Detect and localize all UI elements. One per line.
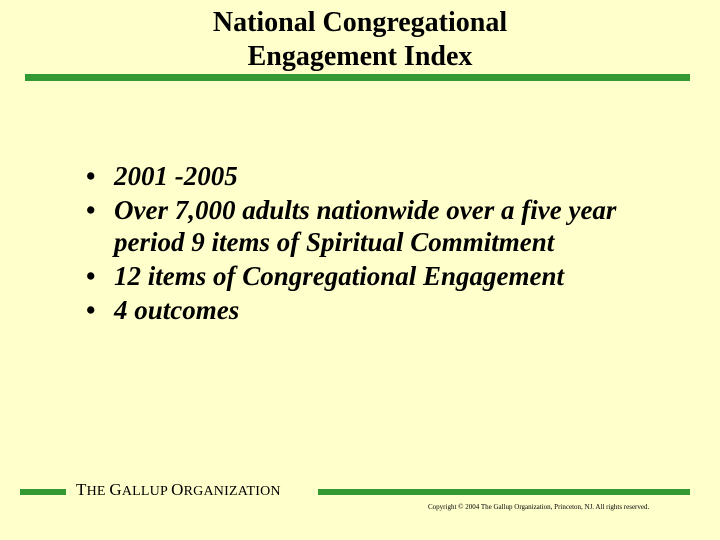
bullet-item bbox=[86, 160, 686, 192]
bullet-icon: • bbox=[86, 261, 96, 291]
footer-bar-left bbox=[20, 489, 66, 495]
title-divider bbox=[25, 74, 690, 81]
bullet-text: 12 items of Congregational Engagement bbox=[114, 261, 565, 291]
org-name-initial: T bbox=[76, 480, 87, 499]
bullet-icon: • bbox=[86, 161, 96, 191]
bullet-text: Over 7,000 adults nationwide over a five year period 9 items of Spiritual Commitment bbox=[114, 195, 617, 257]
org-name-part: ALLUP bbox=[121, 484, 172, 499]
bullet-list bbox=[86, 160, 686, 328]
bullet-text: 2001 -2005 bbox=[114, 161, 238, 191]
slide-title bbox=[0, 6, 720, 74]
copyright-notice: Copyright © 2004 The Gallup Organization, Princeton, NJ. All rights reserved. bbox=[428, 503, 650, 511]
org-name-part: RGANIZATION bbox=[183, 484, 281, 499]
bullet-icon: • bbox=[86, 195, 96, 225]
bullet-text: 4 outcomes bbox=[114, 295, 240, 325]
bullet-item bbox=[86, 260, 686, 292]
footer-bar-right bbox=[318, 489, 690, 495]
organization-name bbox=[76, 480, 281, 500]
org-name-initial: G bbox=[109, 480, 122, 499]
org-name-part: HE bbox=[86, 484, 110, 499]
title-line-1: National Congregational bbox=[212, 7, 508, 38]
bullet-icon: • bbox=[86, 295, 96, 325]
title-line-2: Engagement Index bbox=[247, 41, 473, 72]
bullet-item bbox=[86, 294, 686, 326]
org-name-initial: O bbox=[171, 480, 184, 499]
bullet-item bbox=[86, 194, 686, 258]
